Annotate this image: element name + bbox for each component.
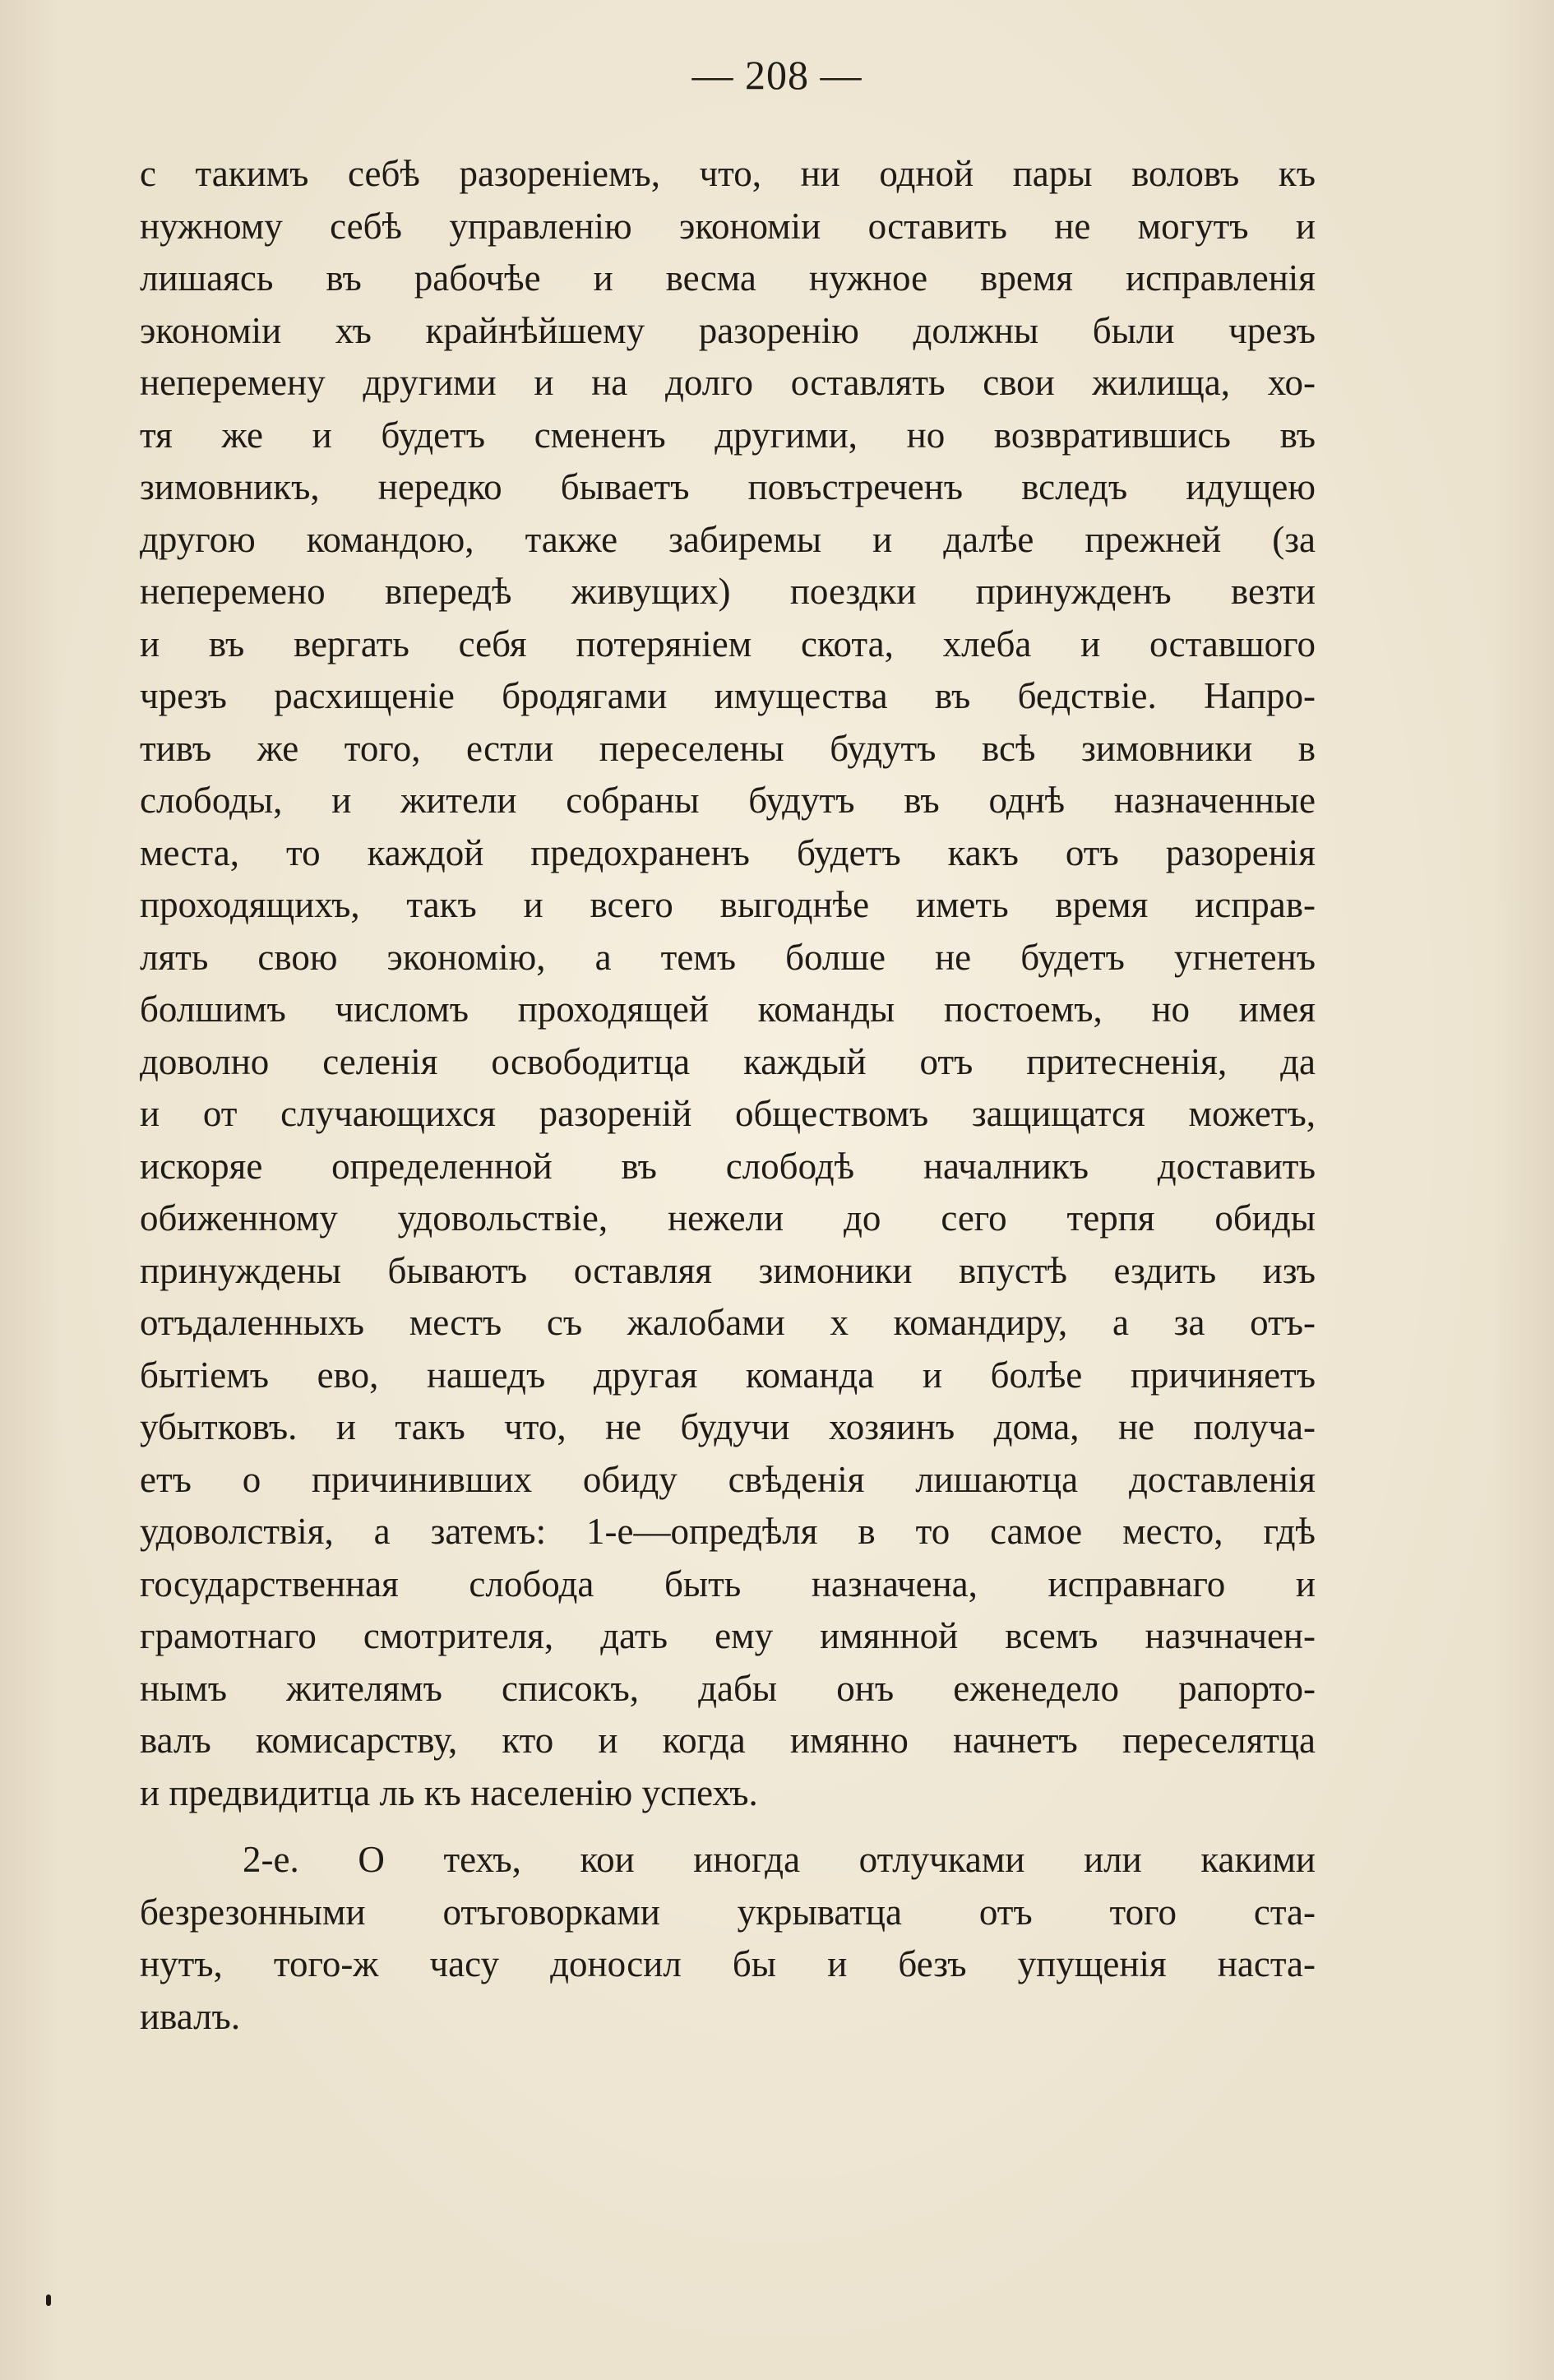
text-line: бытіемъ ево, нашедъ другая команда и болѣе причиняетъ xyxy=(140,1354,1316,1396)
text-line: государственная слобода быть назначена, исправнаго и xyxy=(140,1563,1316,1604)
text-line: доволно селенія освободитца каждый отъ притесненія, да xyxy=(140,1040,1316,1082)
text-line: тивъ же того, естли переселены будутъ всѣ зимовники в xyxy=(140,727,1316,769)
text-line: грамотнаго смотрителя, дать ему имянной всемъ назчначен- xyxy=(140,1615,1316,1656)
text-line: проходящихъ, такъ и всего выгоднѣе иметь время исправ- xyxy=(140,884,1316,925)
text-line: валъ комисарству, кто и когда имянно начнетъ переселятца xyxy=(140,1720,1316,1761)
text-line: чрезъ расхищеніе бродягами имущества въ бедствіе. Напро- xyxy=(140,675,1316,716)
text-line: слободы, и жители собраны будутъ въ однѣ назначенные xyxy=(140,780,1316,821)
text-line: экономіи хъ крайнѣйшему разоренію должны были чрезъ xyxy=(140,309,1316,351)
text-line: тя же и будетъ смененъ другими, но возвратившись въ xyxy=(140,414,1316,456)
text-line: отъдаленныхъ местъ съ жалобами х командиру, а за отъ- xyxy=(140,1302,1316,1343)
text-line: и въ вергать себя потеряніем скота, хлеба и оставшого xyxy=(140,623,1316,664)
text-line: и предвидитца ль къ населенію успехъ. xyxy=(140,1771,758,1813)
text-line: неперемено впередѣ живущих) поездки принужденъ везти xyxy=(140,571,1316,612)
text-line: зимовникъ, нередко бываетъ повъстреченъ вследъ идущею xyxy=(140,466,1316,507)
text-line: ивалъ. xyxy=(140,1995,241,2037)
text-line: удоволствія, а затемъ: 1-е—опредѣля в то самое место, гдѣ xyxy=(140,1511,1316,1552)
text-line: с такимъ себѣ разореніемъ, что, ни одной пары воловъ къ xyxy=(140,153,1316,194)
text-line: обиженному удовольствіе, нежели до сего терпя обиды xyxy=(140,1197,1316,1239)
text-line: нымъ жителямъ списокъ, дабы онъ еженедело рапорто- xyxy=(140,1667,1316,1709)
text-line: лишаясь въ рабочѣе и весма нужное время исправленія xyxy=(140,257,1316,299)
text-line: и от случающихся разореній обществомъ защищатся можетъ, xyxy=(140,1093,1316,1134)
body-text xyxy=(140,148,1316,2043)
text-line: убытковъ. и такъ что, не будучи хозяинъ дома, не получа- xyxy=(140,1406,1316,1447)
text-line: принуждены бываютъ оставляя зимоники впустѣ ездить изъ xyxy=(140,1249,1316,1291)
page-number: — 208 — xyxy=(691,52,863,98)
text-line: безрезонными отъговорками укрыватца отъ того ста- xyxy=(140,1891,1316,1933)
text-line: етъ о причинивших обиду свѣденія лишаютца доставленія xyxy=(140,1458,1316,1500)
paragraph-2 xyxy=(140,1834,1316,2043)
text-line: нужному себѣ управленію экономіи оставить не могутъ и xyxy=(140,205,1316,247)
paragraph-1 xyxy=(140,148,1316,1819)
text-line: лять свою экономію, а темъ болше не будетъ угнетенъ xyxy=(140,936,1316,978)
text-line: искоряе определенной въ слободѣ началникъ доставить xyxy=(140,1145,1316,1187)
text-line: нутъ, того-ж часу доносил бы и безъ упущенія наста- xyxy=(140,1943,1316,1984)
text-line: болшимъ числомъ проходящей команды постоемъ, но имея xyxy=(140,989,1316,1030)
text-line: места, то каждой предохраненъ будетъ какъ отъ разоренія xyxy=(140,831,1316,873)
ink-speck xyxy=(46,2294,51,2306)
text-line: 2-е. О техъ, кои иногда отлучками или какими xyxy=(243,1839,1316,1880)
text-line: другою командою, также забиремы и далѣе прежней (за xyxy=(140,518,1316,560)
text-line: неперемену другими и на долго оставлять свои жилища, хо- xyxy=(140,362,1316,403)
